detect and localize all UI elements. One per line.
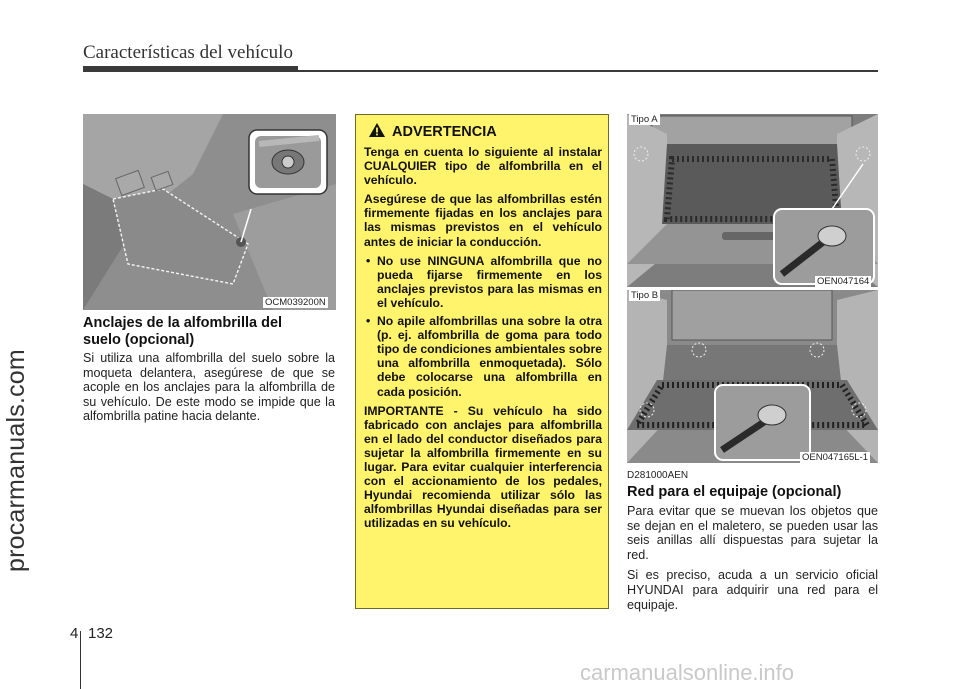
page-header-title: Características del vehículo (83, 42, 293, 63)
section-heading: Red para el equipaje (opcional) (627, 484, 842, 500)
warning-title: ADVERTENCIA (392, 124, 497, 140)
figure-type-b-label: Tipo B (631, 290, 659, 301)
footer-divider (80, 631, 81, 689)
section-code: D281000AEN (627, 470, 689, 481)
warning-important: IMPORTANTE - Su vehículo ha sido fabricado con anclajes para alfombrilla en el lado del conductor diseñados para sujetar la alfombrilla firmemente en su lugar. Para evitar cualquier interferencia con el accionamiento de los pedales, Hyundai recomienda utilizar sólo las alfombrillas Hyundai diseñadas para ser utilizadas en su vehículo. (364, 403, 602, 531)
warning-paragraph: Tenga en cuenta lo siguiente al instalar CUALQUIER tipo de alfombrilla en el vehículo. (364, 145, 602, 188)
chapter-number: 4 (70, 625, 79, 642)
section-heading: Anclajes de la alfombrilla del suelo (opcional) (83, 315, 283, 348)
warning-list (364, 254, 602, 399)
page-number: 132 (88, 625, 114, 642)
figure-code: OCM039200N (265, 297, 326, 308)
figure-type-a-label: Tipo A (631, 114, 658, 125)
figure-type-b-code: OEN047165L-1 (802, 452, 869, 463)
cargo-net-type-a-figure (627, 114, 878, 287)
warning-paragraph: Asegúrese de que las alfombrillas estén firmemente fijadas en los anclajes para las mismas previstos en el vehículo antes de iniciar la conducción. (364, 192, 602, 249)
bottom-watermark[interactable]: carmanualsonline.info (580, 660, 795, 685)
section-body (83, 351, 335, 430)
warning-list-item: • No apile alfombrillas una sobre la otra (p. ej. alfombrilla de goma para todo tipo de condiciones ambientales sobre una alfombrilla enmoquetada). Sólo debe colocarse una alfombrilla en cada posición. (364, 314, 602, 399)
cargo-net-type-b-figure (627, 290, 878, 463)
body-paragraph: Si es preciso, acuda a un servicio oficial HYUNDAI para adquirir una red para el equipaje. (627, 568, 878, 612)
section-body (627, 504, 878, 618)
floor-mat-anchor-figure (83, 114, 336, 310)
warning-body (364, 145, 602, 535)
warning-triangle-svg (368, 122, 386, 138)
body-paragraph: Si utiliza una alfombrilla del suelo sobre la moqueta delantera, asegúrese de que se acople en los anclajes para la alfombrilla de su vehículo. De este modo se impide que la alfombrilla patine hacia delante. (83, 351, 335, 424)
cargo-net-type-b-illustration (627, 290, 878, 463)
warning-triangle-icon (368, 122, 386, 143)
floor-mat-illustration (83, 114, 336, 310)
cargo-net-type-a-illustration (627, 114, 878, 287)
body-paragraph: Para evitar que se muevan los objetos que se dejan en el maletero, se pueden usar las seis anillas allí dispuestas para sujetar la red. (627, 504, 878, 562)
figure-type-a-code: OEN047164 (817, 276, 870, 287)
warning-list-item: • No use NINGUNA alfombrilla que no pueda fijarse firmemente en los anclajes previstos para las mismas en el vehículo. (364, 254, 602, 310)
side-watermark[interactable]: procarmanuals.com (2, 349, 30, 572)
header-rule (83, 70, 878, 72)
